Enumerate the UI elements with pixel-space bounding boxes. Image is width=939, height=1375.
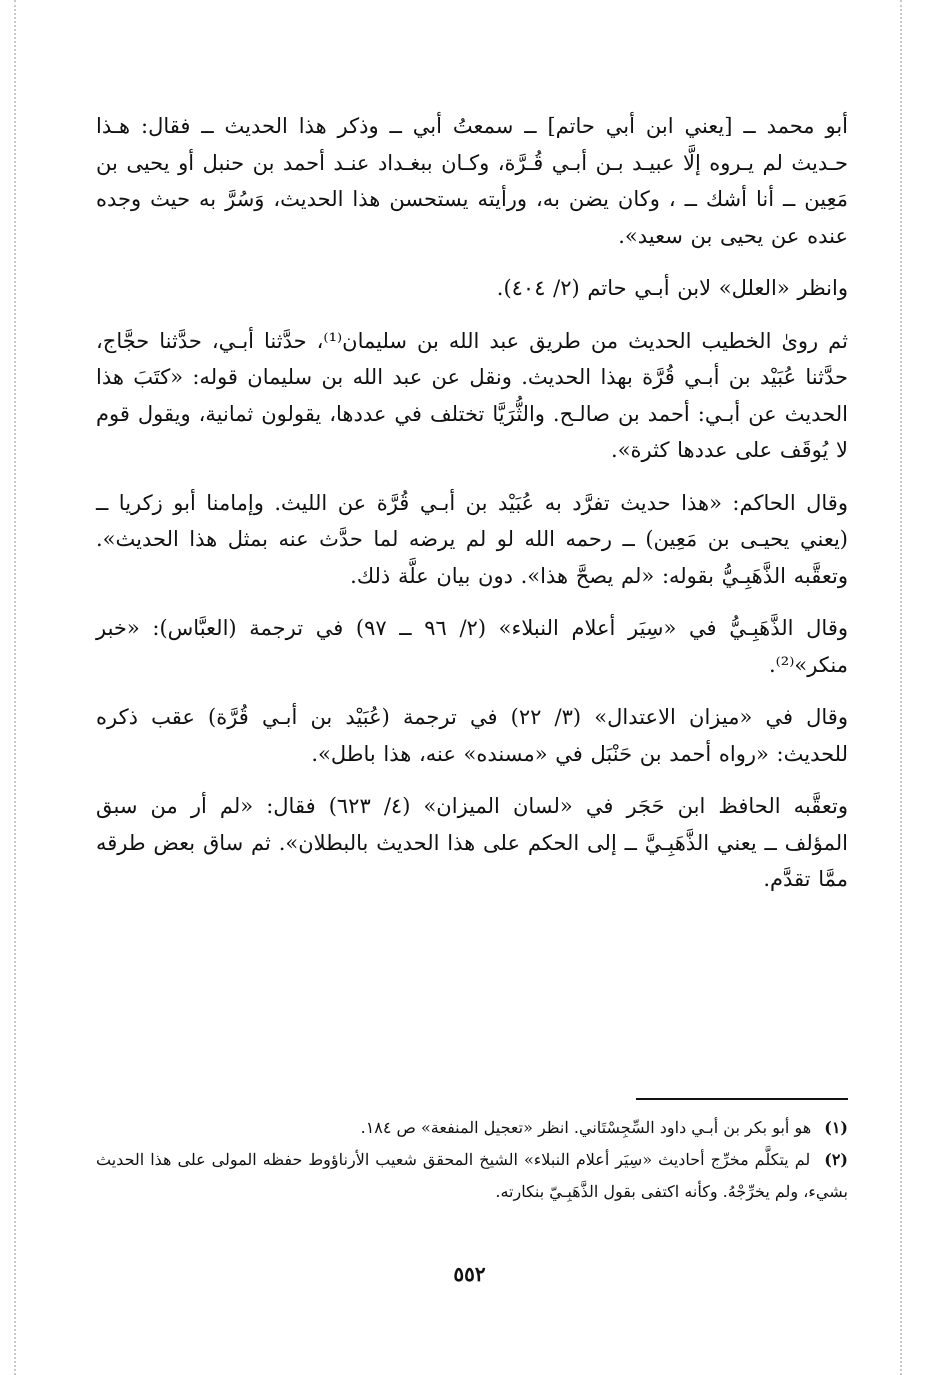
paragraph: وانظر «العلل» لابن أبـي حاتم (٢/ ٤٠٤). [496, 276, 848, 300]
footnotes [96, 1112, 848, 1208]
paragraph: وقال في «ميزان الاعتدال» (٣/ ٢٢) في ترجمة (عُبَيْد بن أبـي قُرَّة) عقب ذكره للحديث: «رواه أحمد بن حَنْبَل في «مسنده» عنه، هذا باطل». [96, 705, 848, 766]
footnote-text: لم يتكلَّم مخرِّج أحاديث «سِيَر أعلام النبلاء» الشيخ المحقق شعيب الأرناؤوط حفظه المولى على هذا الحديث بشيء، ولم يخرِّجْهُ. وكأنه اكتفى بقول الذَّهَبِـيّ بنكارته. [96, 1150, 848, 1201]
footnote [96, 1144, 848, 1208]
right-margin-dots [900, 0, 902, 1375]
paragraph: أبو محمد ــ [يعني ابن أبي حاتم] ــ سمعتُ أبي ــ وذكر هذا الحديث ــ فقال: هـذا حـديث لم يـروه إلَّا عبيـد بـن أبـي قُـرَّة، وكـان ببغـداد عنـد أحمد بن حنبل أو يحيى بن مَعِين ــ أنا أشك ــ ، وكان يضن به، ورأيته يستحسن هذا الحديث، وَسُرَّ به حيث وجده عنده عن يحيى بن سعيد». [96, 114, 848, 248]
paragraph: وتعقَّبه الحافظ ابن حَجَر في «لسان الميزان» (٤/ ٦٢٣) فقال: «لم أر من سبق المؤلف ــ يعني الذَّهَبِـيَّ ــ إلى الحكم على هذا الحديث بالبطلان». ثم ساق بعض طرقه ممَّا تقدَّم. [96, 794, 848, 891]
main-text [96, 108, 848, 914]
paragraph: ثم روىٰ الخطيب الحديث من طريق عبد الله بن سليمان⁽¹⁾، حدَّثنا أبـي، حدَّثنا حجَّاج، حدَّثنا عُبَيْد بن أبـي قُرَّة بهذا الحديث. ونقل عن عبد الله بن سليمان قوله: «كتَبَ هذا الحديث عن أبـي: أحمد بن صالـح. والثُّرَيَّا تختلف في عددها، يقولون ثمانية، ويقول قوم لا يُوقَف على عددها كثرة». [96, 328, 848, 462]
left-margin-dots [14, 0, 16, 1375]
footnote [96, 1112, 848, 1144]
paragraph: وقال الحاكم: «هذا حديث تفرَّد به عُبَيْد بن أبـي قُرَّة عن الليث. وإمامنا أبو زكريا ــ (يعني يحيـى بن مَعِين) ــ رحمه الله لو لم يرضه لما حدَّث عنه بمثل هذا الحديث». وتعقَّبه الذَّهَبِـيُّ بقوله: «لم يصحَّ هذا». دون بيان علَّة ذلك. [96, 490, 848, 588]
footnote-number: (١) [824, 1118, 848, 1137]
page-number: ٥٥٢ [453, 1262, 486, 1286]
footnote-separator [636, 1098, 848, 1100]
footnote-text: هو أبو بكر بن أبـي داود السِّجِسْتَاني. انظر «تعجيل المنفعة» ص ١٨٤. [360, 1118, 812, 1137]
footnote-number: (٢) [824, 1150, 848, 1169]
paragraph: وقال الذَّهَبِـيُّ في «سِيَر أعلام النبلاء» (٢/ ٩٦ ــ ٩٧) في ترجمة (العبَّاس): «خبر منكر»⁽²⁾. [96, 616, 848, 677]
